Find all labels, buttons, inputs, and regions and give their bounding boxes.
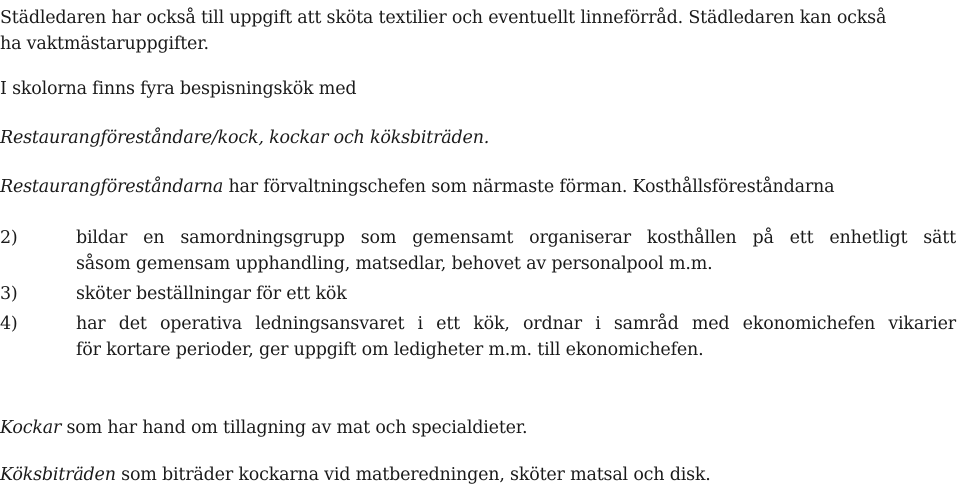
word: i — [595, 314, 601, 334]
word: samordningsgrupp — [180, 228, 345, 248]
managers-rest: har förvaltningschefen som närmaste förman. Kosthållsföreståndarna — [223, 177, 835, 197]
staff-roles-sentence: Restaurangföreståndare/kock, kockar och köksbiträden. — [0, 128, 490, 148]
word: ett — [436, 314, 460, 334]
word: kök, — [473, 314, 510, 334]
word: en — [143, 228, 165, 248]
word: ekonomichefen — [742, 314, 876, 334]
definition-kockar — [0, 416, 527, 440]
list-item-3-line-1: sköter beställningar för ett kök — [76, 284, 347, 304]
word: enhetligt — [829, 228, 908, 248]
list-item-number: 4) — [0, 314, 18, 334]
word: bildar — [76, 228, 128, 248]
list-item-2-line-2: såsom gemensam upphandling, matsedlar, behovet av personalpool m.m. — [76, 254, 713, 274]
list-item-4-line-2: för kortare perioder, ger uppgift om ledigheter m.m. till ekonomichefen. — [76, 340, 704, 360]
word: ledningsansvaret — [255, 314, 405, 334]
managers-sentence — [0, 175, 834, 199]
definition-text: som biträder kockarna vid matberedningen, sköter matsal och disk. — [115, 465, 711, 485]
word: som — [360, 228, 397, 248]
word: operativa — [159, 314, 242, 334]
definition-text: som har hand om tillagning av mat och specialdieter. — [61, 418, 528, 438]
definition-term: Köksbiträden — [0, 465, 116, 485]
kitchens-sentence: I skolorna finns fyra bespisningskök med — [0, 79, 357, 99]
word: samråd — [613, 314, 679, 334]
word: i — [417, 314, 423, 334]
managers-term: Restaurangföreståndarna — [0, 177, 224, 197]
word: sätt — [923, 228, 956, 248]
list-item-number: 2) — [0, 228, 18, 248]
word: på — [752, 228, 774, 248]
word: gemensamt — [412, 228, 514, 248]
definition-term: Kockar — [0, 418, 62, 438]
intro-line-2: ha vaktmästaruppgifter. — [0, 34, 209, 54]
word: med — [691, 314, 730, 334]
word: ordnar — [522, 314, 582, 334]
word: det — [118, 314, 147, 334]
word: organiserar — [529, 228, 631, 248]
word: vikarier — [888, 314, 956, 334]
definition-koksbitraden — [0, 463, 711, 487]
list-item-number: 3) — [0, 284, 18, 304]
list-item-2-line-1 — [76, 226, 956, 250]
word: ett — [789, 228, 814, 248]
word: har — [76, 314, 106, 334]
list-item-4-line-1 — [76, 312, 956, 336]
intro-line-1: Städledaren har också till uppgift att sköta textilier och eventuellt linneförråd. Städledaren kan också — [0, 8, 887, 28]
word: kosthållen — [646, 228, 737, 248]
